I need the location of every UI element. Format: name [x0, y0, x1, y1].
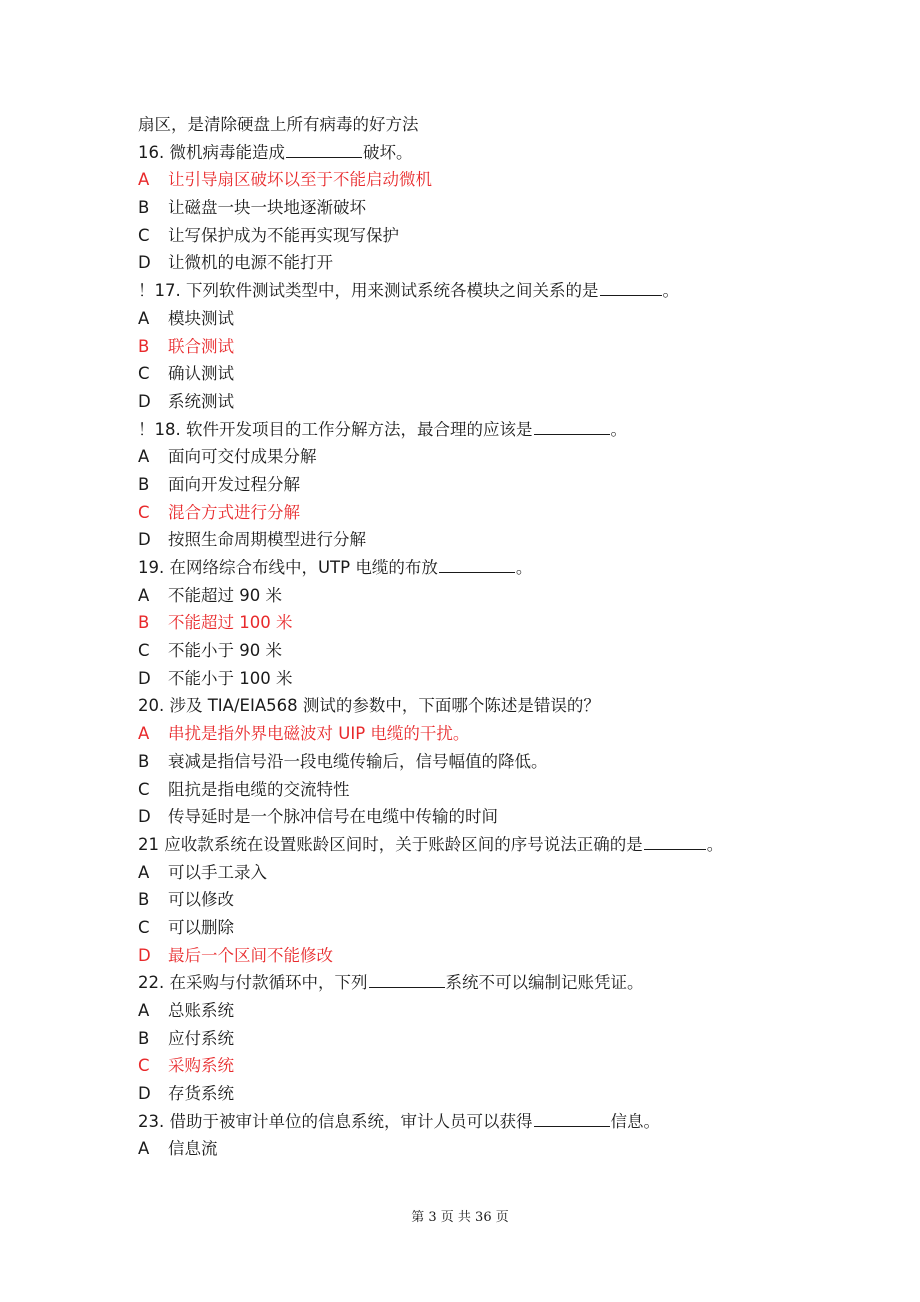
option-20c: C 阻抗是指电缆的交流特性 [138, 779, 350, 799]
answer-blank [439, 555, 515, 573]
option-20b: B 衰减是指信号沿一段电缆传输后，信号幅值的降低。 [138, 751, 548, 771]
option-22a: A 总账系统 [138, 1001, 234, 1020]
option-16c: C 让写保护成为不能再实现写保护 [138, 225, 399, 245]
option-22d: D 存货系统 [138, 1084, 234, 1104]
option-19c: C 不能小于 90 米 [138, 641, 282, 661]
answer-blank [644, 832, 706, 850]
option-20a: A 串扰是指外界电磁波对 UIP 电缆的干扰。 [138, 724, 470, 744]
question-suffix: 。 [610, 419, 627, 439]
answer-blank [286, 140, 362, 158]
option-18a: A 面向可交付成果分解 [138, 447, 317, 467]
question-text: 16. 微机病毒能造成 [138, 142, 285, 162]
option-21d: D 最后一个区间不能修改 [138, 945, 333, 965]
option-20d: D 传导延时是一个脉冲信号在电缆中传输的时间 [138, 807, 498, 827]
answer-blank [534, 1109, 610, 1127]
document-body [138, 111, 838, 1163]
option-21a: A 可以手工录入 [138, 862, 267, 882]
option-22b: B 应付系统 [138, 1028, 234, 1048]
answer-blank [369, 970, 445, 988]
question-17 [138, 277, 838, 305]
question-22 [138, 969, 838, 997]
option-21b: B 可以修改 [138, 890, 234, 910]
question-text: 22. 在采购与付款循环中，下列 [138, 973, 368, 993]
option-22c: C 采购系统 [138, 1056, 234, 1076]
option-17d: D 系统测试 [138, 391, 234, 411]
option-16a: A 让引导扇区破坏以至于不能启动微机 [138, 170, 432, 190]
question-18 [138, 416, 838, 444]
question-20 [138, 692, 838, 720]
answer-blank [534, 417, 610, 435]
option-21c: C 可以删除 [138, 917, 234, 937]
option-17c: C 确认测试 [138, 364, 234, 384]
option-16d: D 让微机的电源不能打开 [138, 253, 333, 273]
question-text: ！17. 下列软件测试类型中，用来测试系统各模块之间关系的是 [138, 281, 599, 301]
question-suffix: 系统不可以编制记账凭证。 [445, 973, 644, 993]
question-19 [138, 554, 838, 582]
option-18d: D 按照生命周期模型进行分解 [138, 530, 366, 550]
option-18c: C 混合方式进行分解 [138, 502, 300, 522]
option-19b: B 不能超过 100 米 [138, 613, 293, 633]
option-23a: A 信息流 [138, 1139, 218, 1159]
answer-blank [600, 278, 662, 296]
option-17b: B 联合测试 [138, 336, 234, 356]
question-suffix: 破坏。 [363, 142, 413, 162]
page-footer: 第 3 页 共 36 页 [411, 1210, 509, 1225]
question-21 [138, 831, 838, 859]
question-suffix: 信息。 [610, 1111, 660, 1131]
question-suffix: 。 [706, 834, 724, 854]
option-18b: B 面向开发过程分解 [138, 474, 300, 494]
question-text: 19. 在网络综合布线中，UTP 电缆的布放 [138, 558, 438, 577]
question-23 [138, 1108, 838, 1136]
question-suffix: 。 [515, 558, 533, 577]
option-17a: A 模块测试 [138, 308, 234, 328]
question-16 [138, 139, 838, 167]
intro-line: 扇区，是清除硬盘上所有病毒的好方法 [138, 115, 419, 134]
option-16b: B 让磁盘一块一块地逐渐破坏 [138, 198, 366, 218]
question-text: 21 应收款系统在设置账龄区间时，关于账龄区间的序号说法正确的是 [138, 834, 643, 854]
question-text: 23. 借助于被审计单位的信息系统，审计人员可以获得 [138, 1111, 533, 1131]
question-text: ！18. 软件开发项目的工作分解方法，最合理的应该是 [138, 419, 533, 439]
question-suffix: 。 [662, 281, 679, 301]
question-text: 20. 涉及 TIA/EIA568 测试的参数中，下面哪个陈述是错误的？ [138, 696, 600, 716]
option-19d: D 不能小于 100 米 [138, 668, 293, 688]
option-19a: A 不能超过 90 米 [138, 585, 282, 605]
